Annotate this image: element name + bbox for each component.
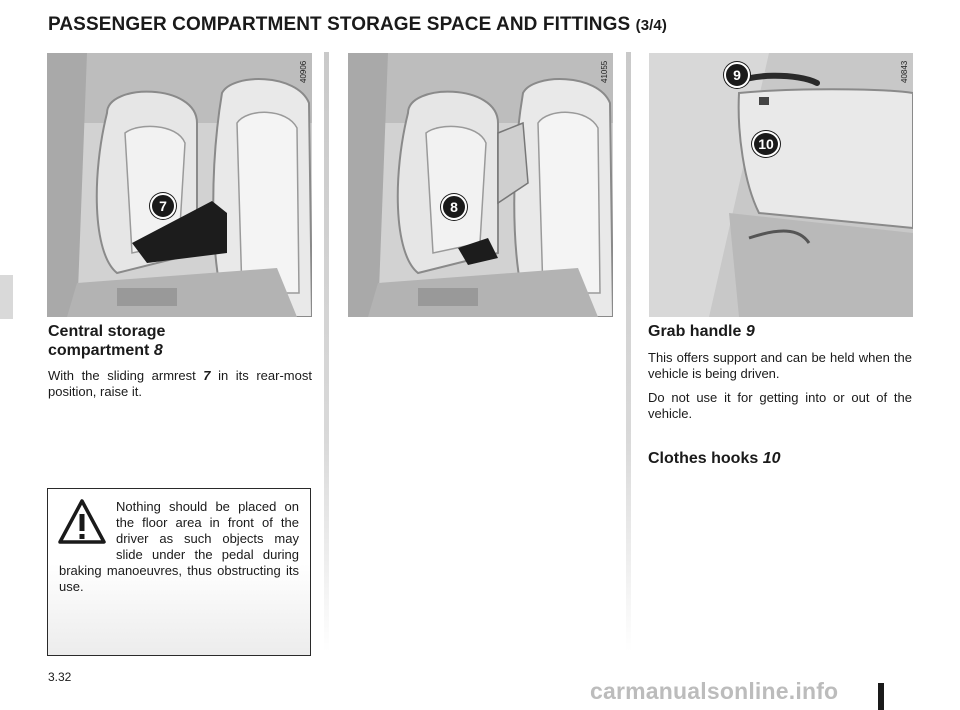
central-storage-text: With the sliding armrest 7 in its rear-most position, raise it. bbox=[48, 368, 312, 399]
watermark: carmanualsonline.info bbox=[590, 678, 839, 704]
column-divider-2 bbox=[626, 52, 631, 652]
figure-grab-handle bbox=[649, 53, 913, 317]
figure-ref-3: 40843 bbox=[900, 60, 909, 83]
heading-central-storage: Central storage compartment 8 bbox=[48, 323, 166, 359]
warning-box bbox=[47, 488, 311, 656]
heading-clothes-hooks: Clothes hooks 10 bbox=[648, 450, 781, 467]
grab-handle-text-2: Do not use it for getting into or out of the vehicle. bbox=[648, 390, 912, 421]
heading-grab-handle: Grab handle 9 bbox=[648, 323, 755, 340]
callout-9: 9 bbox=[724, 62, 750, 88]
figure-armrest bbox=[47, 53, 312, 317]
callout-7: 7 bbox=[150, 193, 176, 219]
column-divider-1 bbox=[324, 52, 329, 652]
callout-10: 10 bbox=[752, 131, 780, 157]
warning-text: Nothing should be placed on the floor area in front of the driver as such objects may slide under the pedal during braking manoeuvres, thus obstructing its use. bbox=[59, 499, 299, 594]
figure-ref-2: 41055 bbox=[600, 60, 609, 83]
grab-handle-text-1: This offers support and can be held when the vehicle is being driven. bbox=[648, 350, 912, 381]
page-marker bbox=[878, 683, 884, 710]
callout-8: 8 bbox=[441, 194, 467, 220]
figure-storage-compartment bbox=[348, 53, 613, 317]
page-number: 3.32 bbox=[48, 670, 72, 684]
page-title: PASSENGER COMPARTMENT STORAGE SPACE AND FITTINGS (3/4) bbox=[48, 14, 667, 35]
section-tab bbox=[0, 275, 13, 319]
figure-ref-1: 40906 bbox=[299, 60, 308, 83]
